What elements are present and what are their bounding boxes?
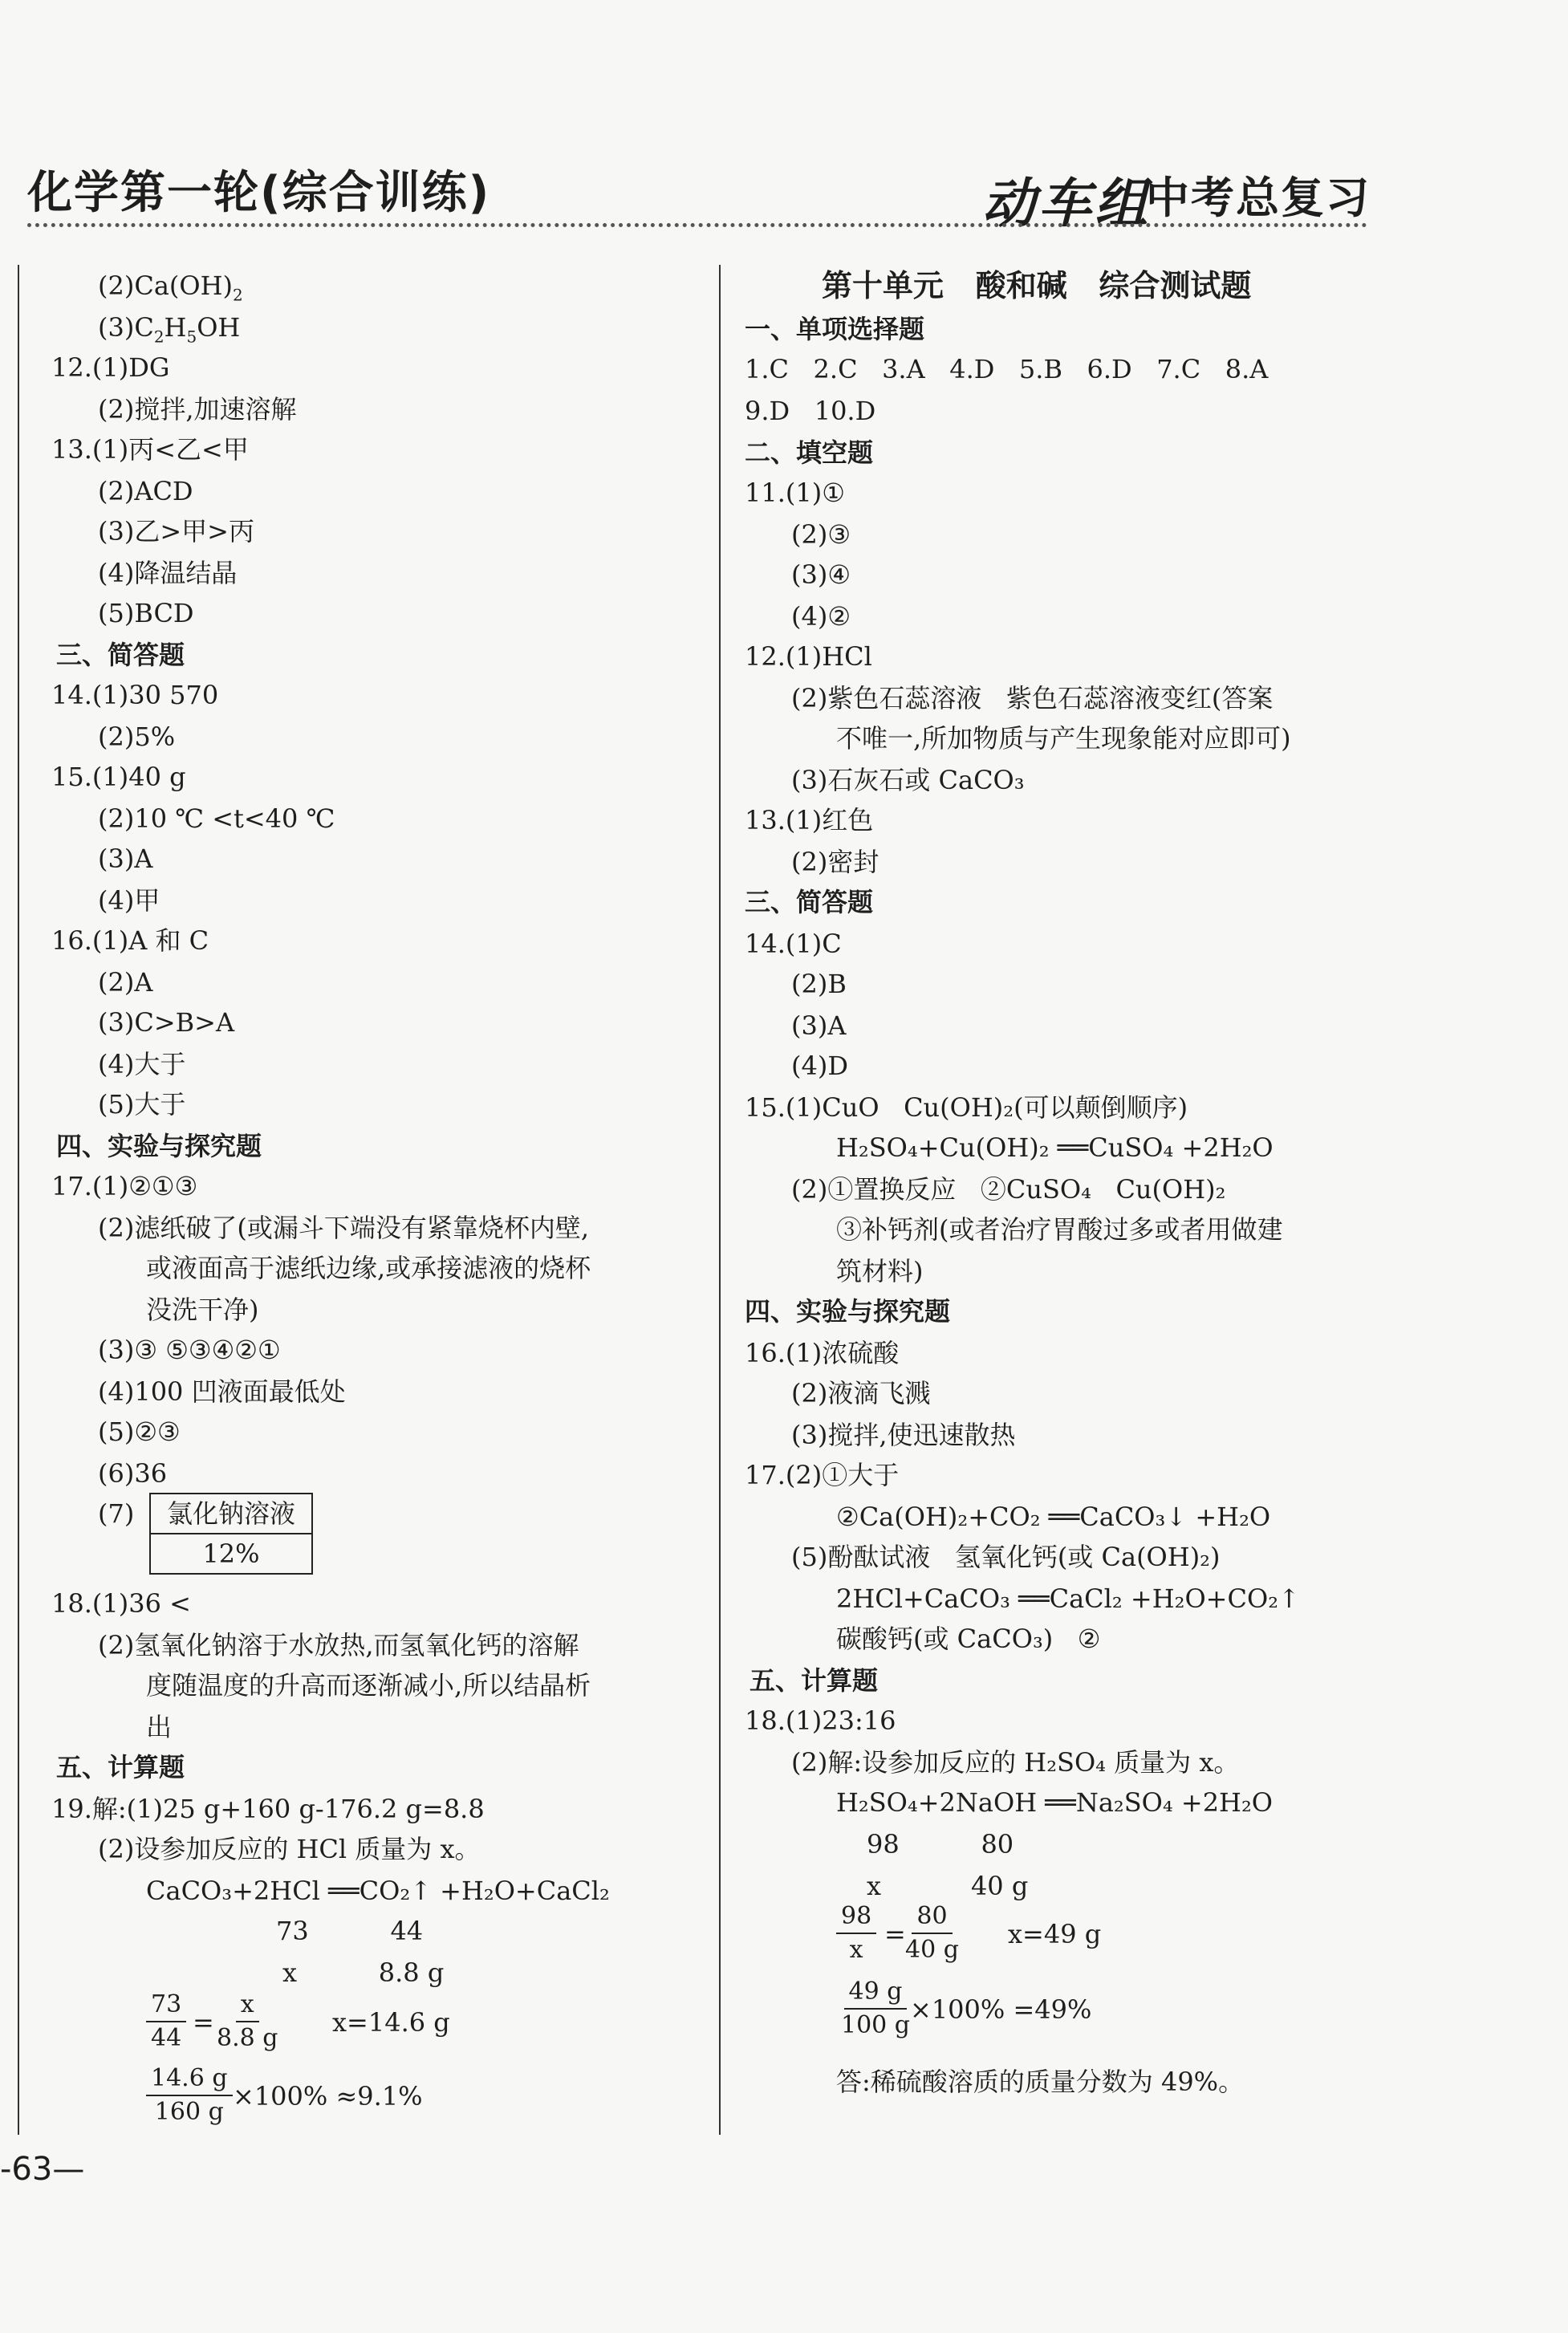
answer-line: $(3)C_2H_5OH$ (98, 312, 241, 347)
answer-line: (2)B (791, 969, 847, 999)
reagent-label-box (149, 1493, 313, 1575)
answer-line: (3)石灰石或 CaCO₃ (791, 765, 1025, 795)
answer-line: (2)解:设参加反应的 H₂SO₄ 质量为 x。 (791, 1747, 1240, 1778)
answer-line: 12.(1)HCl (745, 641, 872, 672)
answer-line: $(2)Ca(OH)_2$ (98, 270, 243, 305)
answer-line: 17.(1)②①③ (51, 1171, 198, 1201)
answer-line: (3)④ (791, 559, 851, 590)
page-number: -63— (0, 2151, 85, 2188)
section-heading: 四、实验与探究题 (745, 1296, 951, 1327)
answer-line: 15.(1)40 g (51, 762, 186, 792)
equation-masses: 73 44 (276, 1916, 424, 1946)
chemical-equation: 2HCl+CaCO₃ ══CaCl₂ +H₂O+CO₂↑ (836, 1583, 1300, 1614)
answer-line: (2)设参加反应的 HCl 质量为 x。 (98, 1834, 481, 1864)
answer-line: (5)酚酞试液 氢氧化钙(或 Ca(OH)₂) (791, 1542, 1221, 1572)
answer-line: (2)密封 (791, 847, 879, 877)
answer-line: (6)36 (98, 1458, 168, 1489)
answer-line: ③补钙剂(或者治疗胃酸过多或者用做建 (836, 1214, 1283, 1245)
section-heading: 五、计算题 (749, 1665, 879, 1696)
answer-line: (2)①置换反应 ②CuSO₄ Cu(OH)₂ (791, 1174, 1226, 1205)
answer-line: (7) (98, 1498, 135, 1529)
answer-line: (2)氢氧化钠溶于水放热,而氢氧化钙的溶解 (98, 1630, 579, 1660)
answer-line: (5)大于 (98, 1089, 186, 1120)
chemical-equation: H₂SO₄+Cu(OH)₂ ══CuSO₄ +2H₂O (836, 1132, 1273, 1163)
answer-line: 18.(1)23:16 (745, 1705, 896, 1736)
answer-line: 9.D 10.D (745, 396, 876, 426)
answer-line: (2)ACD (98, 476, 193, 506)
chemical-equation: CaCO₃+2HCl ══CO₂↑ +H₂O+CaCl₂ (146, 1876, 610, 1906)
result: x=49 g (1008, 1919, 1102, 1949)
answer-line: 不唯一,所加物质与产生现象能对应即可) (836, 723, 1291, 754)
answer-line: (2)液滴飞溅 (791, 1378, 931, 1408)
answer-line: 碳酸钙(或 CaCO₃) ② (836, 1624, 1101, 1654)
answer-line: (5)②③ (98, 1416, 181, 1447)
answer-line: (3)C>B>A (98, 1007, 235, 1038)
answer-line: 13.(1)红色 (745, 805, 874, 835)
equation-masses: 98 80 (867, 1829, 1014, 1859)
answer-line: 筑材料) (836, 1256, 924, 1286)
section-heading: 五、计算题 (56, 1752, 185, 1782)
answer-line: (4)降温结晶 (98, 558, 238, 588)
answer-line: (3)A (98, 843, 153, 874)
equation-unknowns: x 8.8 g (282, 1957, 445, 1988)
answer-line: 16.(1)A 和 C (51, 925, 209, 956)
chemical-equation: H₂SO₄+2NaOH ══Na₂SO₄ +2H₂O (836, 1787, 1273, 1818)
chemical-equation: ②Ca(OH)₂+CO₂ ══CaCO₃↓ +H₂O (836, 1502, 1271, 1532)
answer-line: 13.(1)丙<乙<甲 (51, 434, 249, 465)
answer-line: 或液面高于滤纸边缘,或承接滤液的烧杯 (146, 1253, 591, 1283)
result: ×100% =49% (910, 1994, 1092, 2025)
answer-line: (3)A (791, 1010, 847, 1041)
answer-line: 1.C 2.C 3.A 4.D 5.B 6.D 7.C 8.A (745, 354, 1269, 384)
answer-line: (2)5% (98, 721, 176, 752)
answer-line: (2)③ (791, 519, 851, 550)
ratio-fraction: $\frac{73}{44}$ (146, 1989, 186, 2055)
answer-line: 14.(1)C (745, 929, 842, 959)
answer-line: (4)大于 (98, 1049, 186, 1079)
label-concentration: 12% (202, 1538, 260, 1569)
answer-line: 度随温度的升高而逐渐减小,所以结晶析 (146, 1670, 591, 1701)
answer-line: (5)BCD (98, 598, 194, 628)
answer-line: (4)D (791, 1051, 848, 1081)
answer-line: (3)乙>甲>丙 (98, 516, 254, 547)
column-divider (719, 265, 721, 2135)
answer-line: 11.(1)① (745, 478, 845, 508)
answer-line: 12.(1)DG (51, 352, 170, 383)
ratio-fraction: $\frac{98}{x}$ (836, 1900, 876, 1966)
ratio-fraction: $\frac{x}{8.8 g}$ (217, 1990, 278, 2052)
answer-line: (3)搅拌,使迅速散热 (791, 1420, 1016, 1450)
answer-line: (2)紫色石蕊溶液 紫色石蕊溶液变红(答案 (791, 683, 1273, 713)
percent-fraction: $\frac{49 g}{100 g}$ (841, 1977, 911, 2039)
answer-line: (4)② (791, 601, 851, 632)
section-heading: 二、填空题 (745, 437, 874, 468)
label-name: 氯化钠溶液 (151, 1494, 311, 1534)
section-heading: 四、实验与探究题 (56, 1131, 262, 1161)
answer-line: 19.解:(1)25 g+160 g-176.2 g=8.8 (51, 1794, 485, 1824)
final-answer: 答:稀硫酸溶质的质量分数为 49%。 (836, 2067, 1245, 2097)
percent-fraction: $\frac{14.6 g}{160 g}$ (146, 2063, 233, 2128)
answer-line: (2)滤纸破了(或漏斗下端没有紧靠烧杯内壁, (98, 1213, 589, 1243)
answer-line: 15.(1)CuO Cu(OH)₂(可以颠倒顺序) (745, 1092, 1188, 1123)
answer-line: (3)③ ⑤③④②① (98, 1335, 281, 1365)
answer-line: (2)A (98, 967, 153, 998)
header-subtitle: 中考总复习 (1146, 173, 1371, 223)
answer-line: 14.(1)30 570 (51, 680, 219, 710)
unit-title: 第十单元 酸和碱 综合测试题 (822, 268, 1252, 303)
result: ×100% ≈9.1% (233, 2081, 423, 2111)
header-brand-logo: 动车组 (982, 172, 1151, 234)
section-heading: 一、单项选择题 (745, 314, 925, 344)
answer-line: 没洗干净) (146, 1295, 259, 1325)
equation-unknowns: x 40 g (867, 1871, 1029, 1901)
section-heading: 三、简答题 (56, 640, 185, 670)
answer-line: 出 (146, 1712, 173, 1742)
answer-line: 18.(1)36 < (51, 1588, 191, 1619)
answer-line: 16.(1)浓硫酸 (745, 1338, 900, 1368)
answer-line: (4)甲 (98, 885, 160, 916)
result: x=14.6 g (332, 2007, 450, 2038)
answer-line: 17.(2)①大于 (745, 1460, 900, 1490)
left-margin-rule (18, 265, 19, 2135)
section-heading: 三、简答题 (745, 887, 874, 917)
ratio-fraction: $\frac{80}{40 g}$ (905, 1902, 959, 1964)
answer-line: (4)100 凹液面最低处 (98, 1376, 346, 1407)
answer-line: (2)搅拌,加速溶解 (98, 394, 297, 425)
answer-line: (2)10 ℃ <t<40 ℃ (98, 803, 335, 834)
header-title: 化学第一轮(综合训练) (27, 167, 491, 219)
header-divider (27, 223, 1367, 227)
